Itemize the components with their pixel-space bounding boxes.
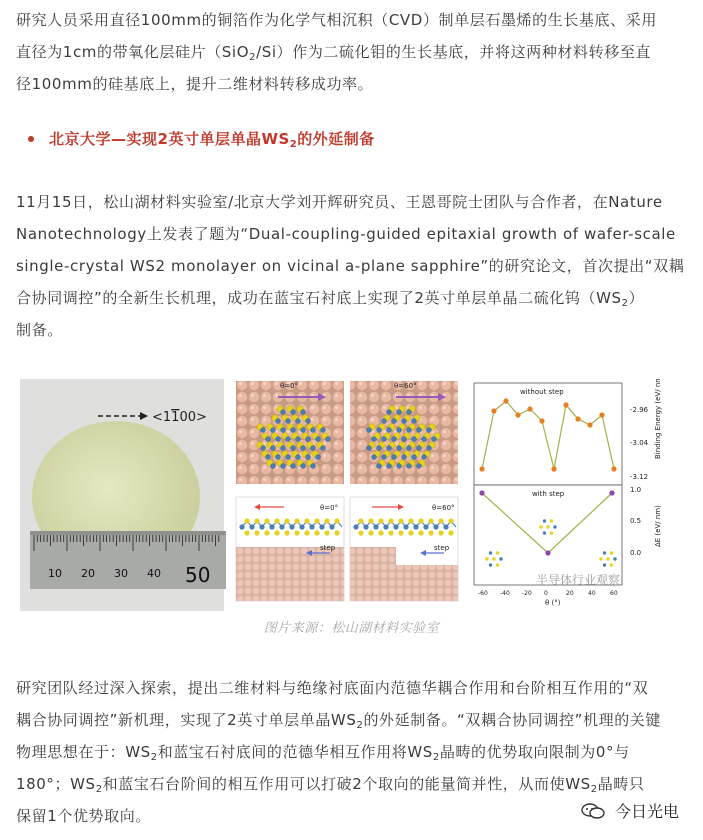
intro-line-3: 径100mm的硅基底上，提升二维材料转移成功率。 (16, 75, 374, 93)
figure-svg (20, 379, 696, 611)
account-name: 今日光电 (614, 802, 679, 821)
x-tick-label: 60 (610, 590, 618, 597)
x-tick-label: -20 (522, 590, 532, 597)
intro-paragraph (16, 4, 688, 100)
news-paragraph (16, 186, 688, 346)
svg-text:30: 30 (114, 567, 128, 580)
figure-caption: 图片来源：松山湖材料实验室 (263, 621, 440, 636)
delta-energy-plot (474, 485, 662, 607)
svg-text:without step: without step (520, 388, 564, 396)
wafer-photo-panel (20, 379, 226, 611)
x-tick-label: 40 (588, 590, 596, 597)
svg-text:θ=0°: θ=0° (320, 504, 339, 512)
body-line-4: 180°；$WS_2$和蓝宝石台阶间的相互作用可以打破2个取向的能量简并性，从而使$WS_2$晶畴只 (16, 775, 645, 795)
research-figure (20, 379, 696, 611)
news-line-1: 11月15日，松山湖材料实验室/北京大学刘开辉研究员、王恩哥院士团队与合作者，在Nature (16, 193, 663, 211)
atomic-top-view-60 (350, 381, 458, 484)
svg-text:θ (°): θ (°) (545, 599, 561, 607)
svg-text:θ=60°: θ=60° (394, 382, 417, 390)
intro-line-2: 直径为1cm的带氧化层硅片（SiO$_2$/Si）作为二硫化钼的生长基底，并将这两种材料转移至直 (16, 43, 652, 63)
section-title: 北京大学—实现2英寸单层单晶$WS_2$的外延制备 (49, 130, 375, 150)
section-heading (28, 128, 375, 149)
news-line-3: single-crystal WS2 monolayer on vicinal a-plane sapphire”的研究论文，首次提出“双耦 (16, 257, 685, 275)
x-tick-label: -60 (478, 590, 488, 597)
svg-text:0.0: 0.0 (630, 549, 642, 557)
body-line-1: 研究团队经过深入探索，提出二维材料与绝缘衬底面内范德华耦合作用和台阶相互作用的“双 (16, 679, 649, 697)
direction-label: <1100> (152, 410, 207, 425)
x-tick-label: 0 (544, 590, 548, 597)
side-view-0 (236, 497, 344, 601)
binding-energy-plot (474, 379, 662, 485)
ruler (30, 531, 226, 589)
svg-text:0.5: 0.5 (630, 517, 642, 525)
news-line-5: 制备。 (16, 321, 63, 339)
intro-line-1: 研究人员采用直径100mm的铜箔作为化学气相沉积（CVD）制单层石墨烯的生长基底、采用 (16, 11, 657, 29)
svg-text:Binding Energy (eV/ nm): Binding Energy (eV/ nm) (654, 379, 662, 459)
svg-text:θ=0°: θ=0° (280, 382, 299, 390)
body-line-5: 保留1个优势取向。 (16, 807, 151, 825)
svg-text:-3.12: -3.12 (630, 473, 649, 481)
x-tick-label: 20 (566, 590, 574, 597)
svg-text:20: 20 (81, 567, 95, 580)
svg-text:1.0: 1.0 (630, 486, 642, 494)
svg-text:with step: with step (532, 490, 565, 498)
body-line-2: 耦合协同调控”新机理，实现了2英寸单层单晶$WS_2$的外延制备。“双耦合协同调控”机理的关键 (16, 711, 661, 731)
body-line-3: 物理思想在于：$WS_2$和蓝宝石衬底间的范德华相互作用将$WS_2$晶畴的优势取向限制为0°与 (16, 743, 630, 763)
svg-text:θ=60°: θ=60° (432, 504, 455, 512)
news-line-2: Nanotechnology上发表了题为“Dual-coupling-guided epitaxial growth of wafer-scale (16, 225, 676, 243)
bullet-dot-icon (28, 136, 34, 142)
svg-text:-3.04: -3.04 (630, 439, 649, 447)
side-view-60 (350, 497, 458, 601)
wechat-icon (581, 803, 605, 819)
svg-text:step: step (434, 544, 450, 552)
svg-text:50: 50 (185, 563, 211, 587)
svg-text:-2.96: -2.96 (630, 406, 649, 414)
svg-text:step: step (320, 544, 336, 552)
x-tick-label: -40 (500, 590, 510, 597)
svg-text:ΔE (eV/ nm): ΔE (eV/ nm) (654, 505, 662, 547)
news-line-4: 合协同调控”的全新生长机理，成功在蓝宝石衬底上实现了2英寸单层单晶二硫化钨$(WS_2)$ (16, 289, 645, 309)
account-watermark (581, 799, 679, 822)
svg-text:40: 40 (147, 567, 161, 580)
overlay-watermark: 半导体行业观察 (536, 573, 621, 587)
svg-text:10: 10 (48, 567, 62, 580)
atomic-top-view-0 (236, 381, 344, 484)
